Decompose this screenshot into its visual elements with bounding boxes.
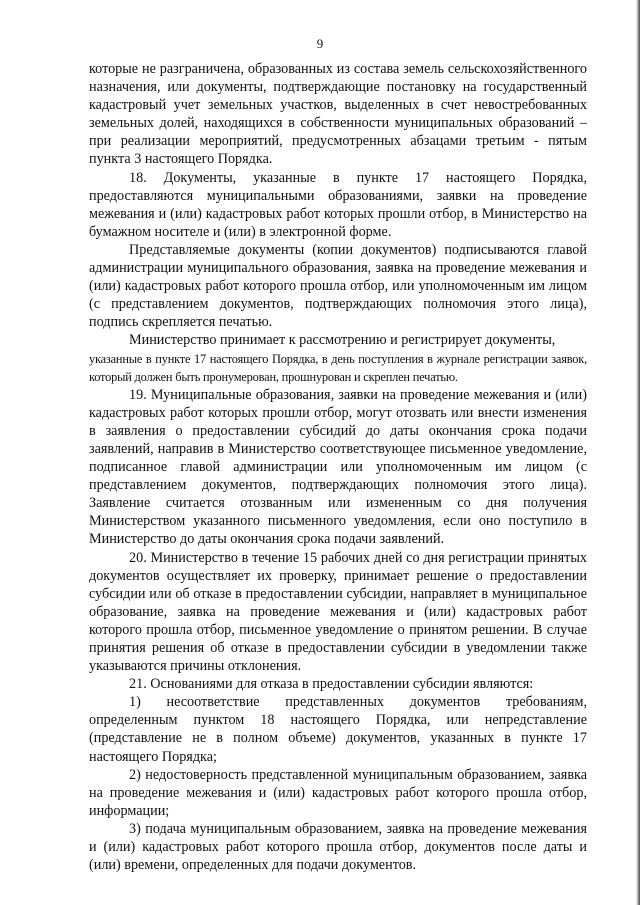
paragraph-20: 20. Министерство в течение 15 рабочих дней со дня регистрации принятых документов осуществляет их проверку, принимает решение о предоставлении субсидии или об отказе в предоставлении субсидии, направляет в муниципальное образование, заявка на проведение межевания и (или) кадастровых работ которого прошла отбор, письменное уведомление о принятом решении. В случае принятия решения об отказе в предоставлении субсидии в уведомлении также указываются причины отклонения. (89, 549, 587, 675)
list-item-1: 1) несоответствие представленных документов требованиям, определенным пунктом 18 настоящего Порядка, или непредставление (представление не в полном объеме) документов, указанных в пункте 17 настоящего Порядка; (89, 694, 587, 765)
paragraph-registration-cont: указанные в пункте 17 настоящего Порядка, в день поступления в журнале регистрации заявок, который должен быть пронумерован, прошнурован и скреплен печатью. (89, 351, 587, 384)
page-number: 9 (316, 36, 324, 51)
paragraph-19: 19. Муниципальные образования, заявки на проведение межевания и (или) кадастровых работ которых прошли отбор, могут отозвать или внести изменения в заявления о предоставлении субсидий до даты окончания срока подачи заявлений, направив в Министерство соответствующее письменное уведомление, подписанное главой администрации или уполномоченным им лицом (с представлением документов, подтверждающих полномочия этого лица). Заявление считается отозванным или измененным со дня получения Министерством указанного письменного уведомления, если оно поступило в Министерство до даты окончания срока подачи заявлений. (89, 386, 587, 548)
document-body (89, 60, 587, 874)
paragraph-registration: Министерство принимает к рассмотрению и регистрирует документы, (129, 332, 556, 349)
scan-edge-shadow (636, 0, 640, 905)
paragraph-21: 21. Основаниями для отказа в предоставлении субсидии являются: (129, 676, 534, 693)
list-item-3: 3) подача муниципальным образованием, заявка на проведение межевания и (или) кадастровых работ которого прошла отбор, документов после даты и (или) времени, определенных для подачи документов. (89, 820, 587, 874)
paragraph-continuation: которые не разграничена, образованных из состава земель сельскохозяйственного назначения, или документы, подтверждающие постановку на государственный кадастровый учет земельных участков, выделенных в счет невостребованных земельных долей, находящихся в собственности муниципальных образований – при реализации мероприятий, предусмотренных абзацами третьим - пятым пункта 3 настоящего Порядка. (89, 61, 587, 168)
list-item-2: 2) недостоверность представленной муниципальным образованием, заявка на проведение межевания и (или) кадастровых работ которого прошла отбор, информации; (89, 766, 587, 819)
paragraph-18: 18. Документы, указанные в пункте 17 настоящего Порядка, предоставляются муниципальными образованиями, заявки на проведение межевания и (или) кадастровых работ которых прошли отбор, в Министерство на бумажном носителе и (или) в электронной форме. (89, 169, 587, 240)
paragraph-signing: Представляемые документы (копии документов) подписываются главой администрации муниципального образования, заявка на проведение межевания и (или) кадастровых работ которого прошла отбор, или уполномоченным им лицом (с представлением документов, подтверждающих полномочия этого лица), подпись скрепляется печатью. (89, 241, 587, 331)
